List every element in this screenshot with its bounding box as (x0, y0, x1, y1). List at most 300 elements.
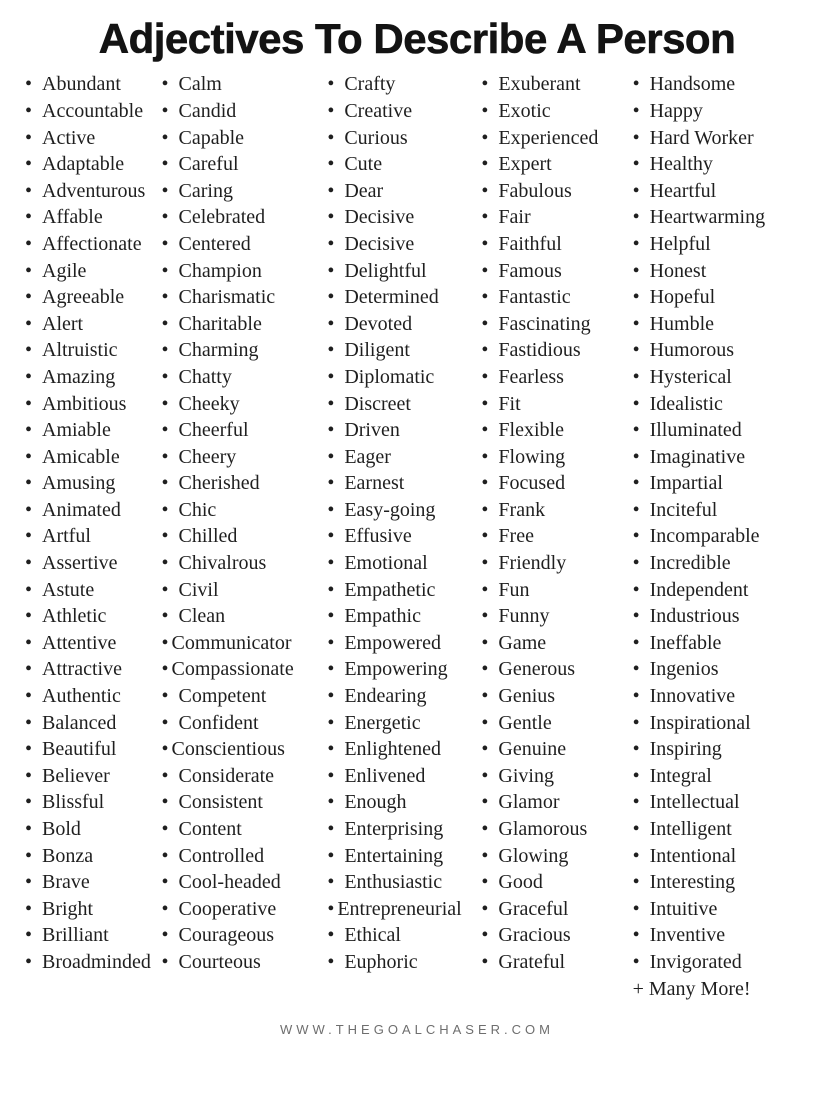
bullet-icon: • (481, 419, 489, 442)
bullet-icon: • (481, 445, 489, 468)
adjective-label: Attractive (42, 658, 122, 681)
list-item (481, 444, 632, 471)
adjective-label: Diligent (344, 339, 410, 362)
bullet-icon: • (632, 578, 640, 601)
list-item (327, 683, 481, 710)
adjective-label: Empowering (344, 658, 448, 681)
list-item (25, 630, 162, 657)
adjective-label: Amazing (42, 365, 116, 388)
adjective-label: Courageous (178, 924, 275, 947)
list-item (162, 869, 328, 896)
list-item (162, 816, 328, 843)
adjective-label: Integral (649, 764, 712, 787)
bullet-icon: • (161, 232, 169, 255)
bullet-icon: • (161, 73, 169, 96)
adjective-label: Devoted (344, 312, 413, 335)
list-item (162, 603, 328, 630)
adjective-label: Intelligent (649, 818, 732, 841)
bullet-icon: • (161, 897, 169, 920)
list-item (25, 763, 162, 790)
bullet-icon: • (25, 472, 33, 495)
list-item (481, 736, 632, 763)
adjective-label: Glowing (498, 844, 569, 867)
adjective-label: Hopeful (649, 286, 716, 309)
list-item (327, 736, 481, 763)
list-item (633, 630, 814, 657)
list-item (25, 444, 162, 471)
adjective-label: Competent (178, 685, 267, 708)
footer-website: WWW.THEGOALCHASER.COM (280, 1022, 554, 1037)
adjective-label: Happy (649, 99, 703, 122)
adjective-label: Glamor (498, 791, 560, 814)
list-item (481, 922, 632, 949)
bullet-icon: • (161, 498, 169, 521)
bullet-icon: • (161, 552, 169, 575)
list-item (162, 258, 328, 285)
adjective-label: Courteous (178, 950, 261, 973)
list-item (25, 949, 162, 976)
adjective-label: Caring (178, 179, 233, 202)
adjective-label: Enterprising (344, 818, 444, 841)
adjective-label: Giving (498, 764, 554, 787)
bullet-icon: • (632, 153, 640, 176)
bullet-icon: • (481, 685, 489, 708)
bullet-icon: • (161, 711, 169, 734)
bullet-icon: • (632, 871, 640, 894)
bullet-icon: • (161, 950, 169, 973)
adjective-label: Considerate (178, 764, 275, 787)
list-item (162, 763, 328, 790)
adjective-label: Cooperative (178, 897, 277, 920)
bullet-icon: • (632, 818, 640, 841)
bullet-icon: • (481, 126, 489, 149)
bullet-icon: • (25, 738, 33, 761)
adjective-label: Bonza (42, 844, 94, 867)
bullet-icon: • (25, 419, 33, 442)
bullet-icon: • (327, 73, 335, 96)
adjective-label: Chic (178, 498, 217, 521)
adjective-label: Controlled (178, 844, 265, 867)
page-title: Adjectives To Describe A Person (98, 15, 736, 62)
list-item (481, 204, 632, 231)
adjective-label: Amiable (42, 419, 111, 442)
bullet-icon: • (481, 791, 489, 814)
bullet-icon: • (161, 99, 169, 122)
adjective-label: Flexible (498, 419, 564, 442)
bullet-icon: • (25, 179, 33, 202)
list-item (327, 630, 481, 657)
bullet-icon: • (161, 818, 169, 841)
list-item (633, 763, 814, 790)
adjective-label: Expert (498, 153, 552, 176)
adjective-label: Diplomatic (344, 365, 435, 388)
adjective-label: Fit (498, 392, 521, 415)
bullet-icon: • (161, 685, 169, 708)
list-item (633, 391, 814, 418)
bullet-icon: • (481, 818, 489, 841)
list-item (327, 922, 481, 949)
adjective-label: Innovative (649, 685, 736, 708)
adjective-label: Entrepreneurial (337, 897, 462, 920)
adjective-label: Emotional (344, 552, 428, 575)
adjective-label: Bright (42, 897, 94, 920)
bullet-icon: • (632, 685, 640, 708)
adjective-label: Ineffable (649, 631, 722, 654)
bullet-icon: • (327, 339, 335, 362)
list-item (633, 444, 814, 471)
list-item (162, 710, 328, 737)
adjective-label: Animated (42, 498, 121, 521)
bullet-icon: • (161, 791, 169, 814)
bullet-icon: • (25, 445, 33, 468)
adjective-label: Cheeky (178, 392, 240, 415)
list-item (25, 896, 162, 923)
bullet-icon: • (632, 631, 640, 654)
list-item (162, 178, 328, 205)
adjective-label: Communicator (171, 631, 292, 654)
list-item (25, 258, 162, 285)
list-item (481, 364, 632, 391)
list-item (633, 71, 814, 98)
adjective-label: Amicable (42, 445, 120, 468)
adjective-label: Cherished (178, 472, 260, 495)
adjective-column-1 (25, 71, 162, 1002)
adjective-label: Bold (42, 818, 81, 841)
list-item (481, 311, 632, 338)
adjective-label: Heartwarming (649, 206, 766, 229)
adjective-label: Cheery (178, 445, 237, 468)
list-item (162, 656, 328, 683)
list-item (162, 949, 328, 976)
adjective-label: Agile (42, 259, 87, 282)
list-item (481, 843, 632, 870)
bullet-icon: • (481, 232, 489, 255)
bullet-icon: • (481, 392, 489, 415)
bullet-icon: • (327, 950, 335, 973)
bullet-icon: • (632, 764, 640, 787)
list-item (327, 843, 481, 870)
adjective-label: Determined (344, 286, 439, 309)
bullet-icon: • (632, 232, 640, 255)
adjective-label: Curious (344, 126, 408, 149)
list-item (162, 683, 328, 710)
bullet-icon: • (161, 738, 169, 761)
bullet-icon: • (25, 764, 33, 787)
adjective-label: Effusive (344, 525, 412, 548)
bullet-icon: • (481, 286, 489, 309)
adjective-label: Chatty (178, 365, 232, 388)
bullet-icon: • (327, 897, 335, 920)
adjective-label: Discreet (344, 392, 411, 415)
bullet-icon: • (632, 445, 640, 468)
adjective-label: Active (42, 126, 96, 149)
bullet-icon: • (161, 445, 169, 468)
adjective-label: Calm (178, 73, 222, 96)
bullet-icon: • (25, 605, 33, 628)
adjective-label: Graceful (498, 897, 569, 920)
bullet-icon: • (632, 99, 640, 122)
adjective-label: Dear (344, 179, 384, 202)
adjective-label: Easy-going (344, 498, 436, 521)
adjective-label: Amusing (42, 472, 116, 495)
bullet-icon: • (632, 259, 640, 282)
bullet-icon: • (632, 206, 640, 229)
bullet-icon: • (25, 99, 33, 122)
bullet-icon: • (327, 126, 335, 149)
adjective-column-2 (162, 71, 328, 1002)
list-item (25, 683, 162, 710)
list-item (327, 178, 481, 205)
adjective-label: Heartful (649, 179, 717, 202)
list-item (162, 922, 328, 949)
adjective-label: Genius (498, 685, 556, 708)
bullet-icon: • (481, 339, 489, 362)
list-item (25, 417, 162, 444)
list-item (633, 550, 814, 577)
list-item (481, 71, 632, 98)
bullet-icon: • (632, 552, 640, 575)
list-item (25, 922, 162, 949)
list-item (25, 364, 162, 391)
bullet-icon: • (632, 711, 640, 734)
adjective-label: Charismatic (178, 286, 276, 309)
bullet-icon: • (481, 498, 489, 521)
bullet-icon: • (161, 871, 169, 894)
list-item (481, 258, 632, 285)
adjective-label: Believer (42, 764, 110, 787)
bullet-icon: • (25, 206, 33, 229)
bullet-icon: • (481, 99, 489, 122)
list-item (327, 284, 481, 311)
bullet-icon: • (481, 312, 489, 335)
list-item (481, 337, 632, 364)
adjective-label: Frank (498, 498, 546, 521)
list-item (327, 869, 481, 896)
adjective-label: Exotic (498, 99, 551, 122)
adjective-label: Compassionate (171, 658, 294, 681)
adjective-label: Ethical (344, 924, 401, 947)
bullet-icon: • (161, 658, 169, 681)
adjective-label: Exuberant (498, 73, 581, 96)
adjective-label: Illuminated (649, 419, 742, 442)
list-item (633, 603, 814, 630)
bullet-icon: • (327, 472, 335, 495)
adjective-label: Fabulous (498, 179, 572, 202)
list-item (162, 284, 328, 311)
adjective-label: Affectionate (42, 232, 142, 255)
bullet-icon: • (481, 897, 489, 920)
bullet-icon: • (327, 552, 335, 575)
list-item (633, 258, 814, 285)
bullet-icon: • (25, 312, 33, 335)
adjective-label: Enthusiastic (344, 871, 443, 894)
bullet-icon: • (327, 392, 335, 415)
adjective-label: Funny (498, 605, 550, 628)
bullet-icon: • (161, 259, 169, 282)
list-item (633, 736, 814, 763)
bullet-icon: • (327, 924, 335, 947)
list-item (481, 816, 632, 843)
adjective-label: Intentional (649, 844, 737, 867)
bullet-icon: • (25, 392, 33, 415)
bullet-icon: • (161, 525, 169, 548)
list-item (25, 71, 162, 98)
list-item (162, 630, 328, 657)
adjective-label: Brilliant (42, 924, 109, 947)
bullet-icon: • (481, 631, 489, 654)
adjective-label: Accountable (42, 99, 144, 122)
adjective-label: Earnest (344, 472, 405, 495)
list-item (481, 577, 632, 604)
list-item (481, 603, 632, 630)
adjective-label: Fantastic (498, 286, 571, 309)
adjective-label: Inspirational (649, 711, 751, 734)
bullet-icon: • (481, 871, 489, 894)
bullet-icon: • (327, 179, 335, 202)
adjective-label: Game (498, 631, 547, 654)
adjective-label: Artful (42, 525, 91, 548)
adjective-label: Flowing (498, 445, 566, 468)
list-item (162, 204, 328, 231)
bullet-icon: • (632, 286, 640, 309)
bullet-icon: • (161, 844, 169, 867)
list-item (25, 710, 162, 737)
list-item (162, 444, 328, 471)
bullet-icon: • (632, 498, 640, 521)
adjective-label: Handsome (649, 73, 736, 96)
adjective-label: Athletic (42, 605, 107, 628)
adjective-label: Fun (498, 578, 530, 601)
adjective-label: Creative (344, 99, 413, 122)
list-item (327, 391, 481, 418)
adjective-label: Glamorous (498, 818, 588, 841)
adjective-columns (0, 71, 834, 1002)
list-item (25, 284, 162, 311)
list-item (633, 470, 814, 497)
adjective-label: Adaptable (42, 153, 125, 176)
adjective-label: Cool-headed (178, 871, 281, 894)
list-item (327, 523, 481, 550)
bullet-icon: • (161, 419, 169, 442)
list-item (633, 710, 814, 737)
adjective-column-5 (633, 71, 814, 1002)
adjective-label: Fascinating (498, 312, 591, 335)
bullet-icon: • (481, 365, 489, 388)
bullet-icon: • (25, 525, 33, 548)
adjective-label: Humble (649, 312, 715, 335)
adjective-label: Delightful (344, 259, 427, 282)
bullet-icon: • (481, 525, 489, 548)
bullet-icon: • (327, 631, 335, 654)
adjective-label: Cheerful (178, 419, 249, 442)
adjective-column-4 (481, 71, 632, 1002)
list-item (327, 417, 481, 444)
list-item (162, 337, 328, 364)
list-item (633, 98, 814, 125)
adjective-label: Healthy (649, 153, 713, 176)
adjective-label: Intuitive (649, 897, 718, 920)
adjective-label: Eager (344, 445, 391, 468)
bullet-icon: • (632, 179, 640, 202)
list-item (633, 656, 814, 683)
list-item (327, 656, 481, 683)
adjective-label: Impartial (649, 472, 723, 495)
list-item (481, 231, 632, 258)
list-item (25, 391, 162, 418)
list-item (633, 577, 814, 604)
bullet-icon: • (161, 472, 169, 495)
adjective-label: Genuine (498, 738, 567, 761)
bullet-icon: • (632, 73, 640, 96)
list-item (633, 417, 814, 444)
adjective-label: Honest (649, 259, 707, 282)
bullet-icon: • (25, 924, 33, 947)
adjective-label: Endearing (344, 685, 427, 708)
list-item (633, 178, 814, 205)
adjective-label: Gracious (498, 924, 571, 947)
bullet-icon: • (327, 286, 335, 309)
list-item (633, 497, 814, 524)
list-item (481, 550, 632, 577)
list-item (162, 896, 328, 923)
list-item (327, 311, 481, 338)
adjective-label: Ambitious (42, 392, 127, 415)
bullet-icon: • (25, 631, 33, 654)
list-item (633, 789, 814, 816)
adjective-label: Careful (178, 153, 239, 176)
list-item (25, 311, 162, 338)
bullet-icon: • (481, 259, 489, 282)
list-item (633, 683, 814, 710)
list-item (25, 550, 162, 577)
bullet-icon: • (327, 232, 335, 255)
list-item (481, 949, 632, 976)
list-item (481, 710, 632, 737)
bullet-icon: • (327, 818, 335, 841)
list-item (162, 231, 328, 258)
adjective-label: Experienced (498, 126, 599, 149)
bullet-icon: • (25, 818, 33, 841)
list-item (633, 204, 814, 231)
adjective-label: Free (498, 525, 534, 548)
bullet-icon: • (632, 950, 640, 973)
adjective-label: Attentive (42, 631, 117, 654)
page (0, 14, 834, 1037)
list-item (481, 284, 632, 311)
adjective-label: Adventurous (42, 179, 146, 202)
bullet-icon: • (632, 472, 640, 495)
adjective-label: Affable (42, 206, 103, 229)
list-item (162, 550, 328, 577)
bullet-icon: • (481, 179, 489, 202)
bullet-icon: • (25, 578, 33, 601)
adjective-label: Independent (649, 578, 749, 601)
list-item (633, 364, 814, 391)
bullet-icon: • (481, 552, 489, 575)
bullet-icon: • (481, 578, 489, 601)
adjective-label: Inspiring (649, 738, 722, 761)
bullet-icon: • (161, 339, 169, 362)
adjective-label: Content (178, 818, 242, 841)
adjective-label: Focused (498, 472, 566, 495)
list-item (25, 470, 162, 497)
adjective-label: Broadminded (42, 950, 151, 973)
bullet-icon: • (161, 126, 169, 149)
bullet-icon: • (327, 711, 335, 734)
list-item (481, 98, 632, 125)
list-item (327, 710, 481, 737)
list-item (633, 523, 814, 550)
